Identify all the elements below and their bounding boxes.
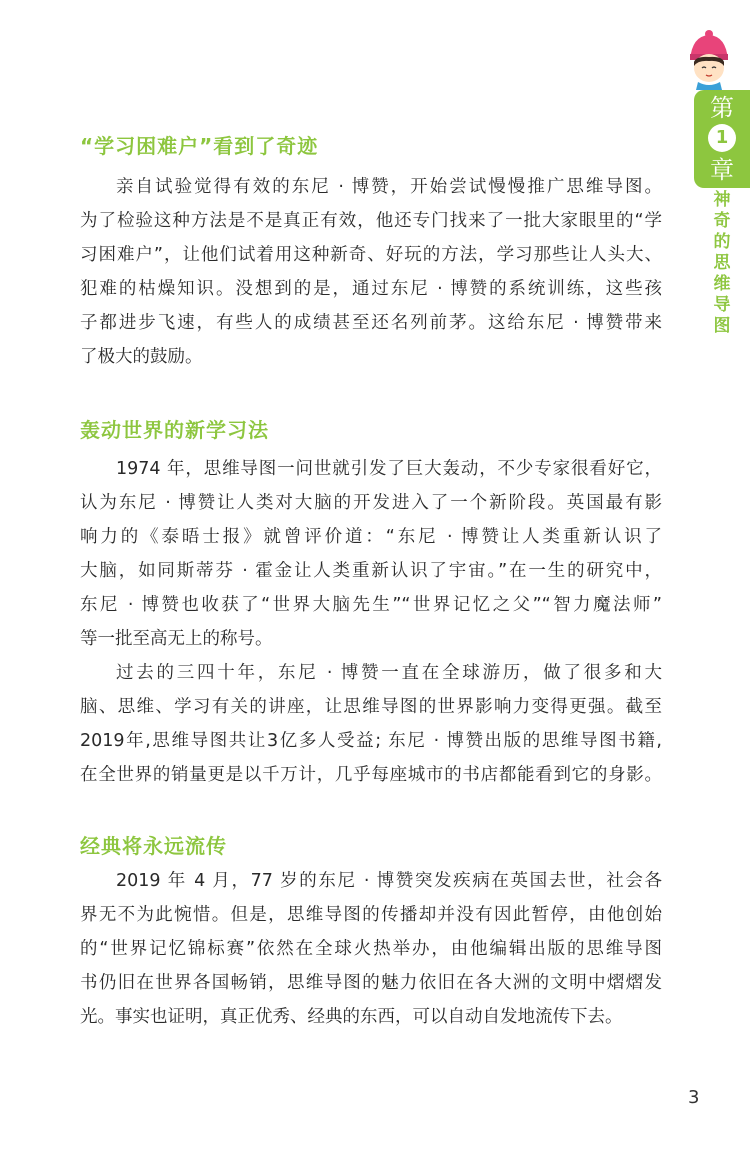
paragraph-line: 2019年,思维导图共让3亿多人受益; 东尼 · 博赞出版的思维导图书籍, bbox=[80, 731, 662, 751]
chapter-title-char: 思 bbox=[713, 253, 731, 273]
paragraph-line: 脑、思维、学习有关的讲座，让思维导图的世界影响力变得更强。截至 bbox=[80, 697, 662, 717]
chapter-title-char: 奇 bbox=[713, 211, 731, 231]
paragraph-line: 响力的《泰晤士报》就曾评价道：“东尼 · 博赞让人类重新认识了 bbox=[80, 527, 662, 547]
chapter-title-char: 的 bbox=[713, 232, 731, 252]
chapter-title-char: 维 bbox=[713, 274, 731, 294]
paragraph-line: 习困难户”，让他们试着用这种新奇、好玩的方法，学习那些让人头大、 bbox=[80, 245, 662, 265]
paragraph-line: 2019 年 4 月，77 岁的东尼 · 博赞突发疾病在英国去世，社会各 bbox=[116, 871, 662, 891]
chapter-title-char: 图 bbox=[713, 316, 731, 336]
paragraph-line: 子都进步飞速，有些人的成绩甚至还名列前茅。这给东尼 · 博赞带来 bbox=[80, 313, 662, 333]
paragraph-line: 犯难的枯燥知识。没想到的是，通过东尼 · 博赞的系统训练，这些孩 bbox=[80, 279, 662, 299]
paragraph-line: 界无不为此惋惜。但是，思维导图的传播却并没有因此暂停，由他创始 bbox=[80, 905, 662, 925]
paragraph-line: 的“世界记忆锦标赛”依然在全球火热举办，由他编辑出版的思维导图 bbox=[80, 939, 662, 959]
paragraph-line: 了极大的鼓励。 bbox=[80, 347, 203, 367]
paragraph-line: 东尼 · 博赞也收获了“世界大脑先生”“世界记忆之父”“智力魔法师” bbox=[80, 595, 662, 615]
paragraph-line: 在全世界的销量更是以千万计，几乎每座城市的书店都能看到它的身影。 bbox=[80, 765, 662, 785]
paragraph-line: 书仍旧在世界各国畅销，思维导图的魅力依旧在各大洲的文明中熠熠发 bbox=[80, 973, 662, 993]
section-heading: “学习困难户”看到了奇迹 bbox=[80, 134, 319, 158]
chapter-tab bbox=[694, 90, 750, 188]
paragraph-line: 亲自试验觉得有效的东尼 · 博赞，开始尝试慢慢推广思维导图。 bbox=[116, 177, 662, 197]
girl-illustration-icon bbox=[682, 30, 736, 90]
paragraph-line: 大脑，如同斯蒂芬 · 霍金让人类重新认识了宇宙。”在一生的研究中， bbox=[80, 561, 662, 581]
paragraph-line: 光。事实也证明，真正优秀、经典的东西，可以自动自发地流传下去。 bbox=[80, 1007, 623, 1027]
section-heading: 轰动世界的新学习法 bbox=[80, 418, 269, 442]
chapter-title-char: 导 bbox=[713, 295, 731, 315]
chapter-number: 1 bbox=[708, 124, 736, 152]
paragraph-line: 为了检验这种方法是不是真正有效，他还专门找来了一批大家眼里的“学 bbox=[80, 211, 662, 231]
chapter-tab-suffix: 章 bbox=[710, 156, 734, 184]
page-number: 3 bbox=[688, 1087, 700, 1108]
paragraph-line: 等一批至高无上的称号。 bbox=[80, 629, 273, 649]
chapter-vertical-title bbox=[708, 190, 736, 337]
paragraph-line: 过去的三四十年，东尼 · 博赞一直在全球游历，做了很多和大 bbox=[116, 663, 662, 683]
chapter-tab-prefix: 第 bbox=[710, 94, 734, 122]
chapter-title-char: 神 bbox=[713, 190, 731, 210]
section-heading: 经典将永远流传 bbox=[80, 834, 227, 858]
paragraph-line: 认为东尼 · 博赞让人类对大脑的开发进入了一个新阶段。英国最有影 bbox=[80, 493, 662, 513]
paragraph-line: 1974 年，思维导图一问世就引发了巨大轰动，不少专家很看好它， bbox=[116, 459, 662, 479]
